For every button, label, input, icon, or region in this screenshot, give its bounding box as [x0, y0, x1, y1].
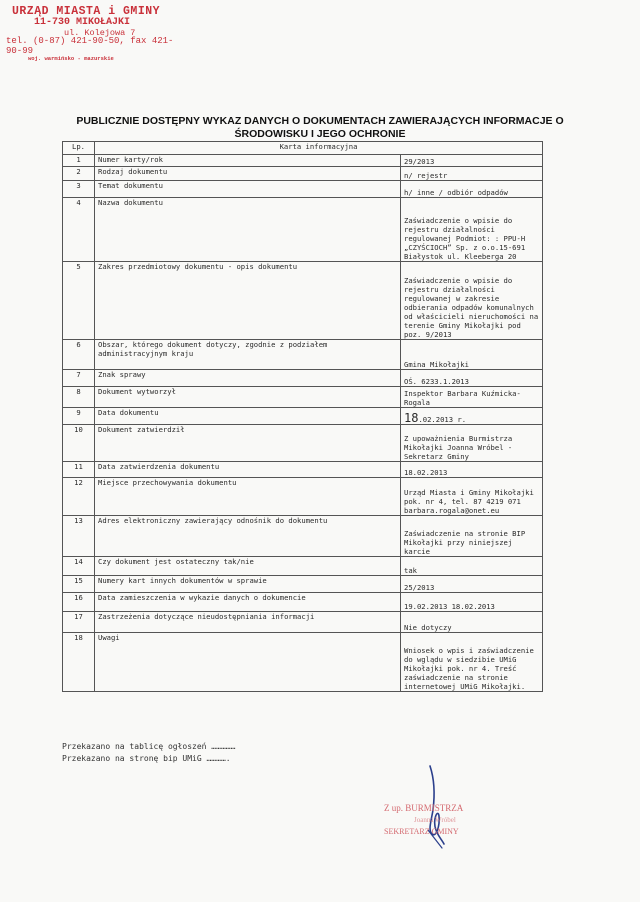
row-label: Data zatwierdzenia dokumentu: [95, 462, 401, 478]
row-value: 19.02.2013 18.02.2013: [401, 593, 543, 612]
row-label: Zastrzeżenia dotyczące nieudostępniania informacji: [95, 612, 401, 633]
row-value: tak: [401, 557, 543, 576]
row-value: Inspektor Barbara Kuźmicka-Rogala: [401, 387, 543, 408]
table-row: [63, 462, 543, 478]
signature-stamp-authority: Z up. BURMISTRZA: [384, 803, 464, 813]
row-number: 4: [63, 198, 95, 262]
signature-stamp-role: SEKRETARZ GMINY: [384, 827, 459, 836]
office-stamp: [6, 6, 181, 62]
information-card-table: [62, 141, 543, 692]
row-value: Urząd Miasta i Gminy Mikołajki pok. nr 4, tel. 87 4219 071 barbara.rogala@onet.eu: [401, 478, 543, 516]
table-row: [63, 340, 543, 370]
table-header-row: [63, 142, 543, 155]
row-number: 5: [63, 262, 95, 340]
row-label: Znak sprawy: [95, 370, 401, 387]
notice-board-line: Przekazano na tablicę ogłoszeń ……………: [62, 742, 236, 751]
row-number: 2: [63, 167, 95, 181]
row-value: n/ rejestr: [401, 167, 543, 181]
row-value: [401, 408, 543, 425]
row-number: 7: [63, 370, 95, 387]
header-card: Karta informacyjna: [95, 142, 543, 155]
row-label: Data zamieszczenia w wykazie danych o dokumencie: [95, 593, 401, 612]
table-row: [63, 557, 543, 576]
row-label: Obszar, którego dokument dotyczy, zgodnie z podziałem administracyjnym kraju: [95, 340, 401, 370]
table-row: [63, 633, 543, 692]
row-label: Dokument wytworzył: [95, 387, 401, 408]
row-value: Zaświadczenie o wpisie do rejestru działalności regulowanej w zakresie odbierania odpadów komunalnych od właścicieli nieruchomości na terenie Gminy Mikołajki pod poz. 9/2013: [401, 262, 543, 340]
table-row: [63, 612, 543, 633]
table-row: [63, 425, 543, 462]
row-label: Adres elektroniczny zawierający odnośnik do dokumentu: [95, 516, 401, 557]
row-value: Z upoważnienia Burmistrza Mikołajki Joanna Wróbel - Sekretarz Gminy: [401, 425, 543, 462]
row-value: Zaświadczenie na stronie BIP Mikołajki przy niniejszej karcie: [401, 516, 543, 557]
row-value-rest: .02.2013 r.: [418, 415, 467, 424]
row-label: Numer karty/rok: [95, 155, 401, 167]
row-number: 12: [63, 478, 95, 516]
table-row: [63, 181, 543, 198]
row-label: Dokument zatwierdził: [95, 425, 401, 462]
table-row: [63, 516, 543, 557]
row-value: Zaświadczenie o wpisie do rejestru działalności regulowanej Podmiot: : PPU-H „CZYŚCIOCH” Sp. z o.o.15-691 Białystok ul. Kleeberga 20: [401, 198, 543, 262]
table-row: [63, 478, 543, 516]
row-label: Czy dokument jest ostateczny tak/nie: [95, 557, 401, 576]
table-row: [63, 576, 543, 593]
transfer-notes: [62, 741, 235, 765]
row-number: 15: [63, 576, 95, 593]
row-label: Temat dokumentu: [95, 181, 401, 198]
row-number: 14: [63, 557, 95, 576]
stamp-postcode-city: 11-730 MIKOŁAJKI: [34, 17, 131, 29]
row-label: Uwagi: [95, 633, 401, 692]
row-number: 17: [63, 612, 95, 633]
row-value-day: 18: [404, 411, 419, 425]
row-label: Numery kart innych dokumentów w sprawie: [95, 576, 401, 593]
table-row: [63, 370, 543, 387]
row-number: 8: [63, 387, 95, 408]
row-number: 18: [63, 633, 95, 692]
row-value: 29/2013: [401, 155, 543, 167]
row-value: Nie dotyczy: [401, 612, 543, 633]
table-row: [63, 387, 543, 408]
row-number: 10: [63, 425, 95, 462]
stamp-street: ul. Kolejowa 7: [64, 27, 136, 38]
stamp-voivodeship: woj. warmińsko - mazurskie: [28, 55, 114, 63]
row-label: Nazwa dokumentu: [95, 198, 401, 262]
row-number: 16: [63, 593, 95, 612]
row-value: h/ inne / odbiór odpadów: [401, 181, 543, 198]
table-row: [63, 155, 543, 167]
table-row: [63, 408, 543, 425]
row-value: Wniosek o wpis i zaświadczenie do wglądu w siedzibie UMiG Mikołajki pok. nr 4. Treść zaświadczenie na stronie internetowej UMiG Mikołajki.: [401, 633, 543, 692]
row-value: Gmina Mikołajki: [401, 340, 543, 370]
row-label: Miejsce przechowywania dokumentu: [95, 478, 401, 516]
row-number: 11: [63, 462, 95, 478]
row-value: OŚ. 6233.1.2013: [401, 370, 543, 387]
stamp-phone: tel. (0-87) 421-90-50, fax 421-90-99: [6, 36, 174, 56]
row-value: 18.02.2013: [401, 462, 543, 478]
row-number: 9: [63, 408, 95, 425]
row-number: 6: [63, 340, 95, 370]
table-row: [63, 593, 543, 612]
header-lp: Lp.: [63, 142, 95, 155]
row-number: 3: [63, 181, 95, 198]
row-label: Zakres przedmiotowy dokumentu - opis dokumentu: [95, 262, 401, 340]
row-number: 1: [63, 155, 95, 167]
document-title: PUBLICZNIE DOSTĘPNY WYKAZ DANYCH O DOKUMENTACH ZAWIERAJĄCYCH INFORMACJE O ŚRODOWISKU I JEGO OCHRONIE: [76, 115, 564, 140]
bip-line: Przekazano na stronę bip UMiG ………….: [62, 754, 231, 763]
row-label: Rodzaj dokumentu: [95, 167, 401, 181]
table-row: [63, 262, 543, 340]
signature-stamp: [382, 802, 517, 838]
row-number: 13: [63, 516, 95, 557]
stamp-office-name: URZĄD MIASTA i GMINY: [12, 5, 161, 18]
table-row: [63, 198, 543, 262]
row-value: 25/2013: [401, 576, 543, 593]
signature-stamp-name: Joanna Wróbel: [414, 816, 456, 824]
table-row: [63, 167, 543, 181]
row-label: Data dokumentu: [95, 408, 401, 425]
